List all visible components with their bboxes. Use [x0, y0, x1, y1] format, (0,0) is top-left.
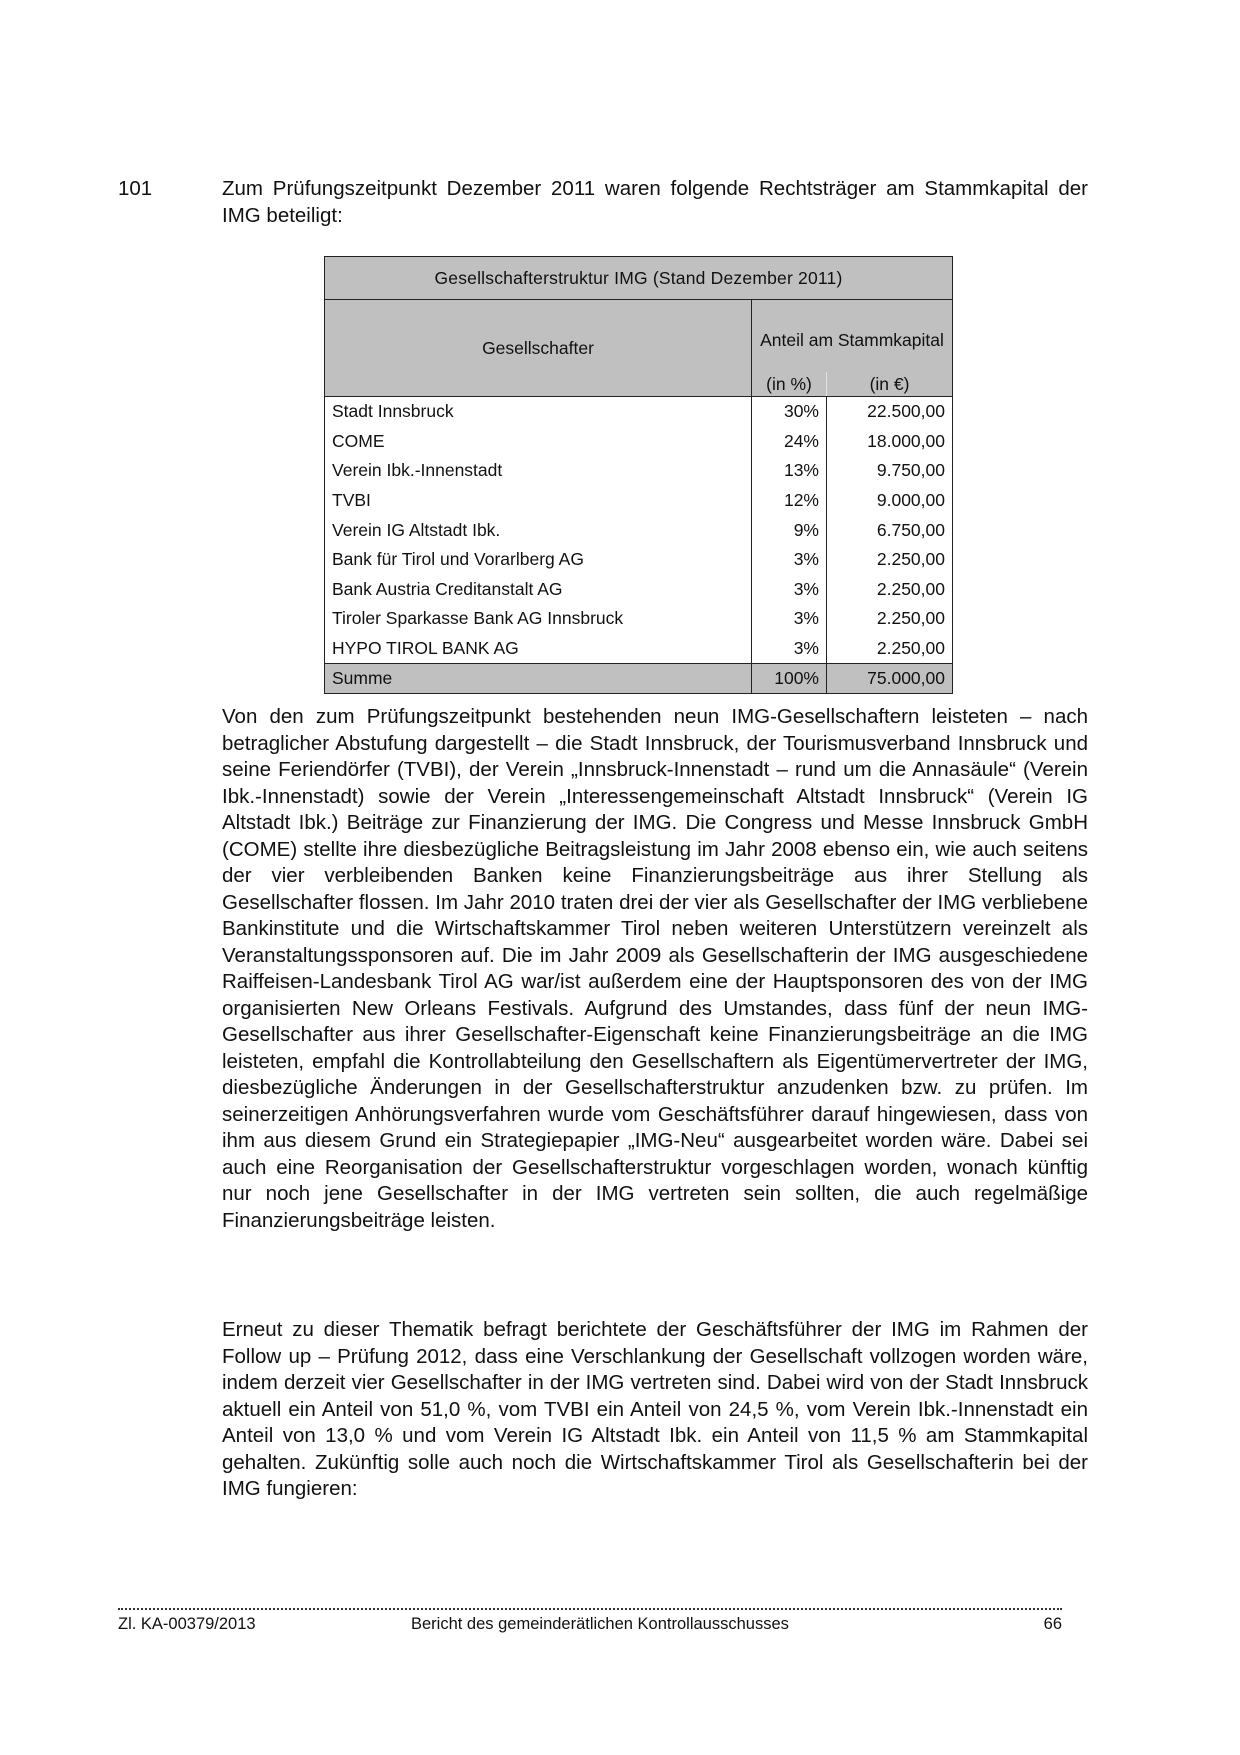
table-row [325, 397, 953, 427]
shareholder-name: Verein Ibk.-Innenstadt [325, 456, 752, 486]
share-percent: 12% [752, 486, 827, 516]
share-euro: 2.250,00 [827, 604, 953, 634]
table-row [325, 515, 953, 545]
document-reference: Zl. KA-00379/2013 [118, 1615, 256, 1633]
share-euro: 6.750,00 [827, 515, 953, 545]
table-row [325, 575, 953, 605]
table-row [325, 427, 953, 457]
page-number: 66 [1043, 1615, 1062, 1633]
table-title: Gesellschafterstruktur IMG (Stand Dezember 2011) [325, 257, 953, 300]
share-euro: 22.500,00 [827, 397, 953, 427]
share-percent: 13% [752, 456, 827, 486]
page-footer [118, 1615, 1062, 1634]
share-percent: 3% [752, 545, 827, 575]
share-percent: 3% [752, 634, 827, 664]
column-header-euro: (in €) [827, 372, 953, 397]
shareholder-name: COME [325, 427, 752, 457]
total-euro: 75.000,00 [827, 664, 953, 694]
table-row [325, 486, 953, 516]
intro-text: Zum Prüfungszeitpunkt Dezember 2011 waren folgende Rechtsträger am Stammkapital der IMG beteiligt: [222, 177, 1088, 227]
body-paragraph: Erneut zu dieser Thematik befragt berichtete der Geschäftsführer der IMG im Rahmen der Follow up – Prüfung 2012, dass eine Verschlankung der Gesellschaft vollzogen worden wäre, indem derzeit vier Gesellschafter in der IMG vertreten sind. Dabei wird von der Stadt Innsbruck aktuell ein Anteil von 51,0 %, vom TVBI ein Anteil von 24,5 %, vom Verein Ibk.-Innenstadt ein Anteil von 13,0 % und vom Verein IG Altstadt Ibk. ein Anteil von 11,5 % am Stammkapital gehalten. Zukünftig solle auch noch die Wirtschaftskammer Tirol als Gesellschafterin bei der IMG fungieren: [222, 1318, 1088, 1500]
table-row [325, 545, 953, 575]
shareholder-name: Tiroler Sparkasse Bank AG Innsbruck [325, 604, 752, 634]
total-percent: 100% [752, 664, 827, 694]
share-percent: 3% [752, 575, 827, 605]
table-row [325, 604, 953, 634]
report-title: Bericht des gemeinderätlichen Kontrollausschusses [411, 1615, 789, 1633]
share-euro: 18.000,00 [827, 427, 953, 457]
column-header-share-capital: Anteil am Stammkapital [752, 300, 953, 373]
share-euro: 2.250,00 [827, 634, 953, 664]
column-header-percent: (in %) [752, 372, 827, 397]
share-euro: 2.250,00 [827, 545, 953, 575]
shareholder-name: HYPO TIROL BANK AG [325, 634, 752, 664]
table-row [325, 456, 953, 486]
shareholder-name: Bank für Tirol und Vorarlberg AG [325, 545, 752, 575]
shareholder-name: Bank Austria Creditanstalt AG [325, 575, 752, 605]
share-euro: 9.000,00 [827, 486, 953, 516]
share-percent: 9% [752, 515, 827, 545]
share-percent: 30% [752, 397, 827, 427]
paragraph-number: 101 [118, 177, 153, 200]
share-percent: 3% [752, 604, 827, 634]
shareholder-name: Stadt Innsbruck [325, 397, 752, 427]
total-row [325, 664, 953, 694]
footer-divider [118, 1608, 1062, 1610]
shareholder-name: Verein IG Altstadt Ibk. [325, 515, 752, 545]
total-label: Summe [325, 664, 752, 694]
table-row [325, 634, 953, 664]
shareholder-structure-table [324, 256, 953, 694]
share-euro: 9.750,00 [827, 456, 953, 486]
body-paragraph: Von den zum Prüfungszeitpunkt bestehenden neun IMG-Gesellschaftern leisteten – nach betraglicher Abstufung dargestellt – die Stadt Innsbruck, der Tourismusverband Innsbruck und seine Feriendörfer (TVBI), der Verein „Innsbruck-Innenstadt – rund um die Annasäule“ (Verein Ibk.-Innenstadt) sowie der Verein „Interessengemeinschaft Altstadt Innsbruck“ (Verein IG Altstadt Ibk.) Beiträge zur Finanzierung der IMG. Die Congress und Messe Innsbruck GmbH (COME) stellte ihre diesbezügliche Beitragsleistung im Jahr 2008 ebenso ein, wie auch seitens der vier verbleibenden Banken keine Finanzierungsbeiträge aus ihrer Stellung als Gesellschafter flossen. Im Jahr 2010 traten drei der vier als Gesellschafter der IMG verbliebene Bankinstitute und die Wirtschaftskammer Tirol neben weiteren Unterstützern vereinzelt als Veranstaltungssponsoren auf. Die im Jahr 2009 als Gesellschafterin der IMG ausgeschiedene Raiffeisen-Landesbank Tirol AG war/ist außerdem eine der Hauptsponsoren des von der IMG organisierten New Orleans Festivals. Aufgrund des Umstandes, dass fünf der neun IMG-Gesellschafter aus ihrer Gesellschafter-Eigenschaft keine Finanzierungsbeiträge an die IMG leisteten, empfahl die Kontrollabteilung den Gesellschaftern als Eigentümervertreter der IMG, diesbezügliche Änderungen in der Gesellschafterstruktur anzudenken bzw. zu prüfen. Im seinerzeitigen Anhörungsverfahren wurde vom Geschäftsführer darauf hingewiesen, dass von ihm aus diesem Grund ein Strategiepapier „IMG-Neu“ ausgearbeitet worden wäre. Dabei sei auch eine Reorganisation der Gesellschafterstruktur vorgeschlagen worden, wonach künftig nur noch jene Gesellschafter in der IMG vertreten sein sollten, die auch regelmäßige Finanzierungsbeiträge leisten. [222, 705, 1088, 1232]
shareholder-name: TVBI [325, 486, 752, 516]
share-euro: 2.250,00 [827, 575, 953, 605]
share-percent: 24% [752, 427, 827, 457]
column-header-shareholder: Gesellschafter [325, 300, 752, 397]
